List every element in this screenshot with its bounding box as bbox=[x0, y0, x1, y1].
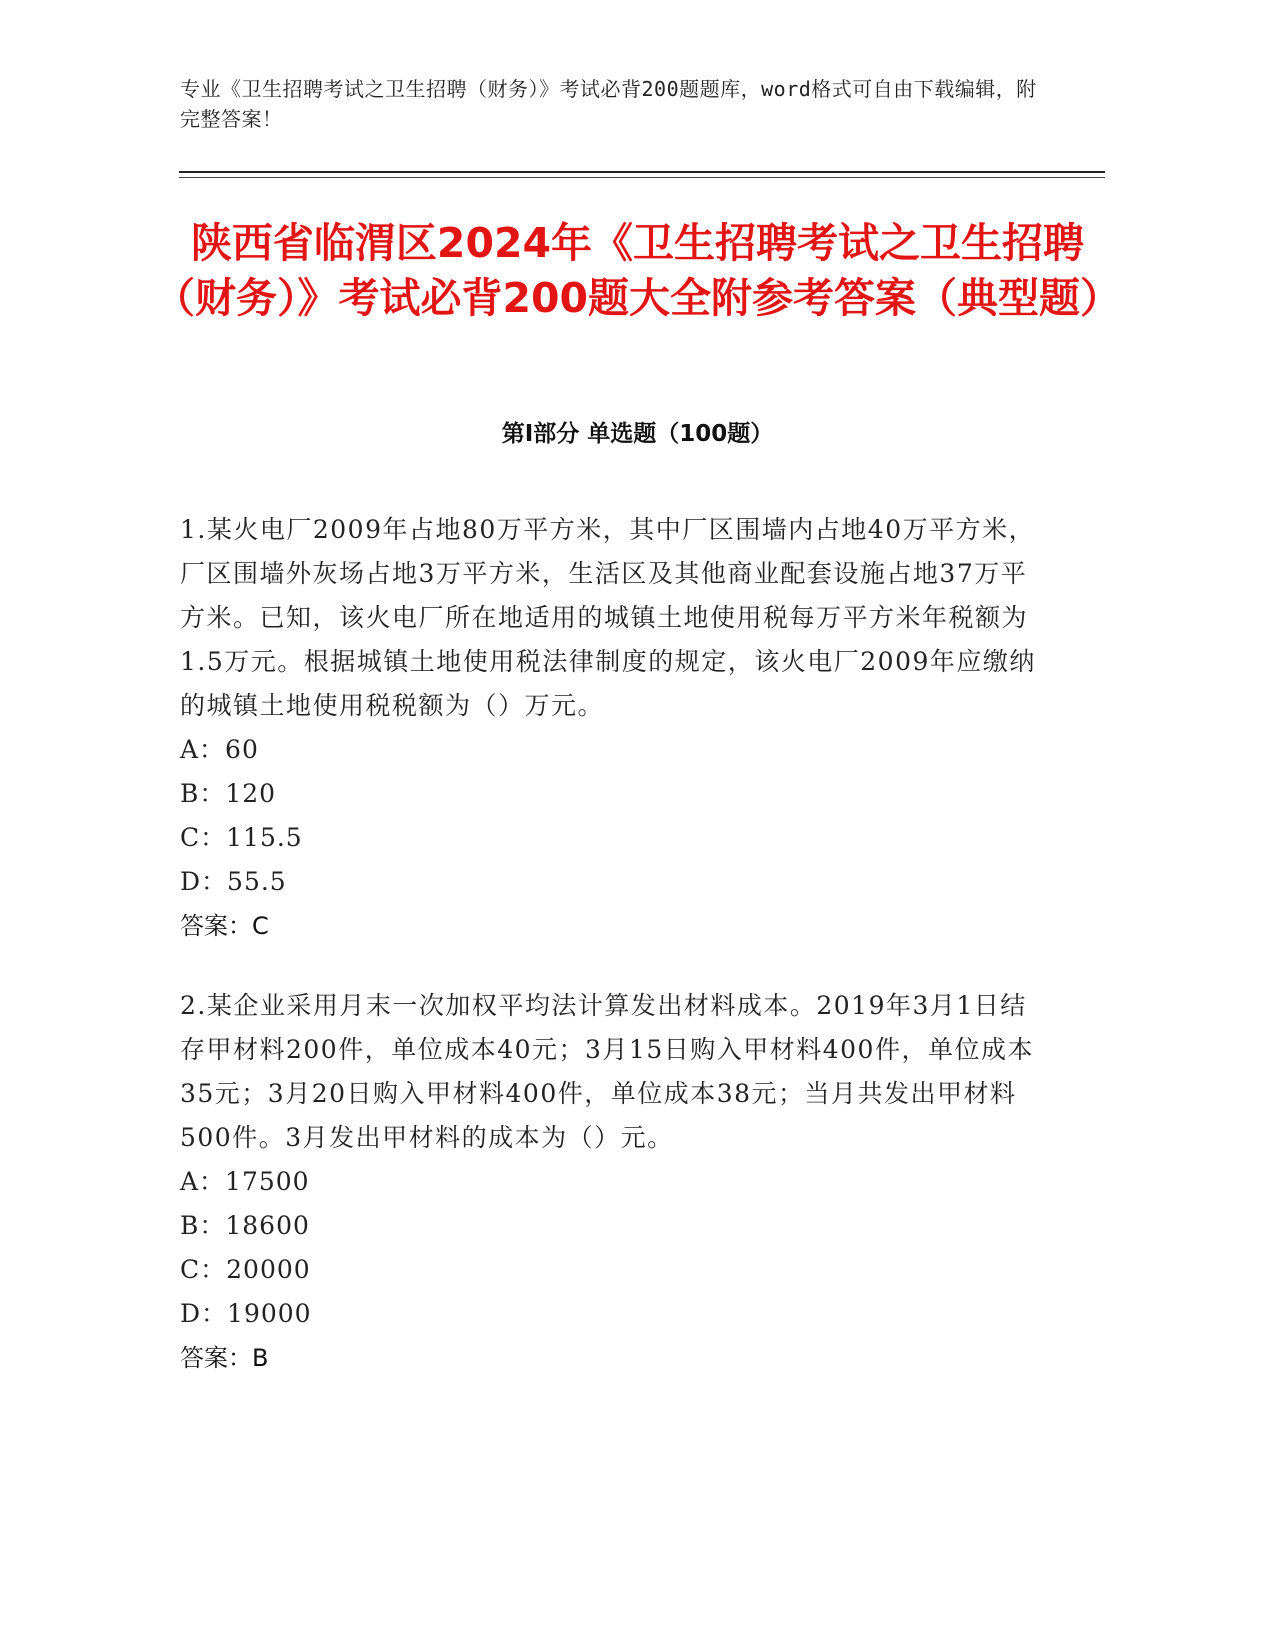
option-b: B：120 bbox=[180, 779, 277, 808]
answer-line: 答案：C bbox=[180, 912, 269, 940]
question-stem: 1.某火电厂2009年占地80万平方米，其中厂区围墙内占地40万平方米，厂区围墙外灰场占地3万平方米，生活区及其他商业配套设施占地37万平方米。已知，该火电厂所在地适用的城镇土地使用税每万平方米年税额为1.5万元。根据城镇土地使用税法律制度的规定，该火电厂2009年应缴纳的城镇土地使用税税额为（）万元。 bbox=[180, 515, 1036, 720]
option-c: C：115.5 bbox=[180, 823, 303, 852]
question-1 bbox=[180, 508, 1040, 948]
option-b: B：18600 bbox=[180, 1211, 310, 1240]
option-d: D：19000 bbox=[180, 1299, 312, 1328]
header-note: 专业《卫生招聘考试之卫生招聘（财务）》考试必背200题题库，word格式可自由下载编辑，附完整答案！ bbox=[180, 77, 1037, 131]
section-title: 第Ⅰ部分 单选题（100题） bbox=[501, 421, 774, 447]
document-title: 陕西省临渭区2024年《卫生招聘考试之卫生招聘（财务）》考试必背200题大全附参考答案（典型题） bbox=[153, 219, 1122, 322]
option-a: A：17500 bbox=[180, 1167, 310, 1196]
option-c: C：20000 bbox=[180, 1255, 311, 1284]
header-divider-thick bbox=[179, 171, 1105, 173]
question-2 bbox=[180, 984, 1040, 1380]
header-divider-thin bbox=[179, 177, 1105, 178]
option-d: D：55.5 bbox=[180, 867, 287, 896]
question-stem: 2.某企业采用月末一次加权平均法计算发出材料成本。2019年3月1日结存甲材料200件，单位成本40元；3月15日购入甲材料400件，单位成本35元；3月20日购入甲材料400件，单位成本38元；当月共发出甲材料500件。3月发出甲材料的成本为（）元。 bbox=[180, 991, 1034, 1152]
answer-line: 答案：B bbox=[180, 1344, 269, 1372]
option-a: A：60 bbox=[180, 735, 259, 764]
